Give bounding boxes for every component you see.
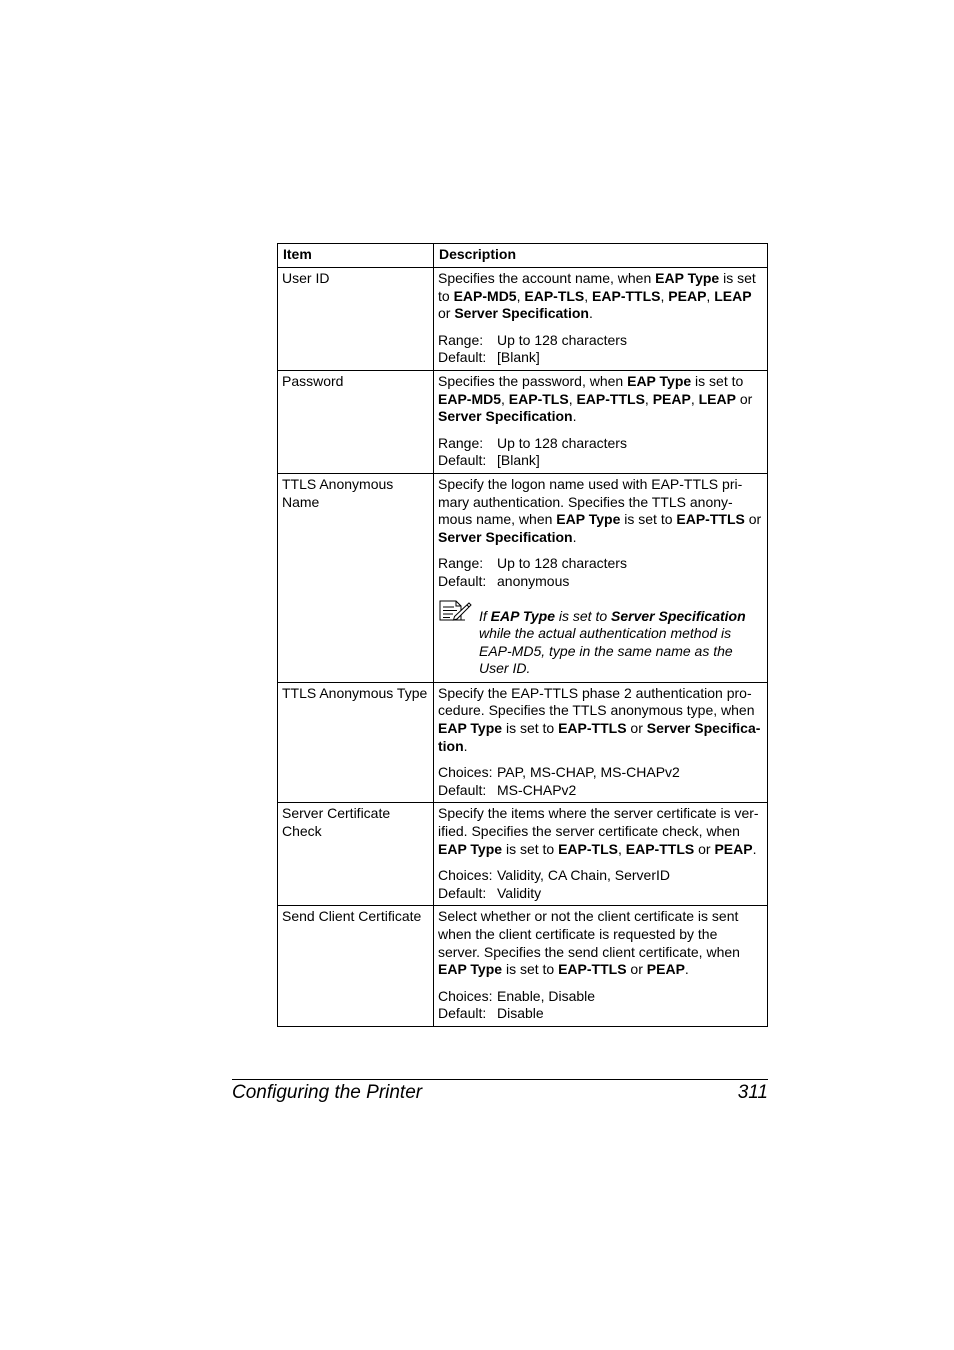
description-cell bbox=[434, 682, 768, 803]
text-run: , bbox=[617, 840, 626, 857]
default-label: Default: bbox=[438, 349, 487, 366]
text-run: or bbox=[744, 511, 762, 528]
text-run: If bbox=[479, 607, 491, 624]
bold-term: Server Specification bbox=[611, 607, 746, 624]
description-text bbox=[438, 805, 763, 858]
text-run: while the actual authentication method is EAP-MD5, type in the same name as the User ID. bbox=[479, 625, 733, 677]
table-row bbox=[278, 682, 768, 803]
text-run: Specify the EAP-TTLS phase 2 authentication pro-cedure. Specifies the TTLS anonymous type, when bbox=[438, 684, 755, 719]
column-header-item: Item bbox=[278, 244, 434, 268]
default-label: Default: bbox=[438, 452, 487, 469]
bold-term: PEAP bbox=[668, 287, 707, 304]
bold-term: Server Specification bbox=[454, 305, 589, 322]
description-text bbox=[438, 908, 763, 978]
text-run: or bbox=[626, 961, 647, 978]
bold-term: EAP Type bbox=[438, 961, 503, 978]
note-text bbox=[479, 600, 763, 678]
note-block bbox=[438, 600, 763, 678]
text-run: Specify the items where the server certificate is ver-ified. Specifies the server certificate check, when bbox=[438, 805, 759, 840]
description-text bbox=[438, 476, 763, 546]
text-run: . bbox=[588, 305, 593, 322]
bold-term: EAP-TTLS bbox=[592, 287, 661, 304]
choices-value: Enable, Disable bbox=[497, 987, 596, 1004]
default-label: Default: bbox=[438, 781, 487, 798]
default-value: [Blank] bbox=[497, 452, 540, 469]
bold-term: EAP Type bbox=[556, 511, 621, 528]
default-value: Disable bbox=[497, 1005, 544, 1022]
footer-title: Configuring the Printer bbox=[232, 1082, 423, 1103]
bold-term: EAP Type bbox=[490, 607, 555, 624]
text-run: . bbox=[752, 840, 757, 857]
text-run: , bbox=[690, 390, 699, 407]
text-run: is set to bbox=[554, 607, 612, 624]
default bbox=[438, 1005, 763, 1023]
text-run: , bbox=[644, 390, 653, 407]
description-text bbox=[438, 373, 763, 426]
choices bbox=[438, 988, 763, 1006]
range-label: Range: bbox=[438, 555, 484, 572]
text-run: Select whether or not the client certificate is sent when the client certificate is requested by the server. Specifies the send client certificate, when bbox=[438, 908, 740, 960]
bold-term: EAP-TLS bbox=[508, 390, 569, 407]
text-run: Specify the logon name used with EAP-TTLS pri-mary authentication. Specifies the TTLS anony-mous name, when bbox=[438, 475, 743, 528]
text-run: , bbox=[660, 287, 669, 304]
choices-value: PAP, MS-CHAP, MS-CHAPv2 bbox=[497, 764, 680, 781]
item-cell: User ID bbox=[278, 268, 434, 371]
choices-label: Choices: bbox=[438, 867, 493, 884]
note-pencil-icon bbox=[438, 600, 479, 678]
bold-term: EAP Type bbox=[627, 372, 692, 389]
table-row bbox=[278, 268, 768, 371]
default-label: Default: bbox=[438, 1005, 487, 1022]
default bbox=[438, 573, 763, 591]
text-run: . bbox=[684, 961, 689, 978]
text-run: , bbox=[706, 287, 715, 304]
bold-term: EAP Type bbox=[655, 270, 720, 286]
item-cell: Send Client Certificate bbox=[278, 906, 434, 1027]
bold-term: EAP-TTLS bbox=[625, 840, 695, 857]
default bbox=[438, 782, 763, 800]
default bbox=[438, 452, 763, 470]
text-run: , bbox=[501, 390, 509, 407]
bold-term: EAP-MD5 bbox=[453, 287, 517, 304]
bold-term: Server Specification bbox=[438, 408, 573, 425]
default-label: Default: bbox=[438, 572, 487, 589]
range-value: Up to 128 characters bbox=[497, 331, 627, 348]
text-run: is set to bbox=[502, 720, 559, 737]
bold-term: EAP-TTLS bbox=[558, 720, 627, 737]
description-cell bbox=[434, 268, 768, 371]
text-run: or bbox=[438, 305, 455, 322]
range bbox=[438, 555, 763, 573]
bold-term: LEAP bbox=[714, 287, 752, 304]
default-label: Default: bbox=[438, 884, 487, 901]
text-run: . bbox=[572, 528, 577, 545]
spec-block bbox=[438, 764, 763, 799]
text-run: Specifies the password, when bbox=[438, 372, 628, 389]
choices-value: Validity, CA Chain, ServerID bbox=[497, 867, 670, 884]
bold-term: EAP-TTLS bbox=[576, 390, 645, 407]
table-row bbox=[278, 473, 768, 682]
bold-term: EAP Type bbox=[438, 840, 503, 857]
text-run: . bbox=[463, 737, 468, 754]
item-cell: Password bbox=[278, 370, 434, 473]
bold-term: PEAP bbox=[652, 390, 691, 407]
bold-term: Server Specifica-tion bbox=[438, 720, 761, 754]
bold-term: EAP Type bbox=[438, 720, 503, 737]
range-label: Range: bbox=[438, 331, 484, 348]
range bbox=[438, 435, 763, 453]
text-run: , bbox=[568, 390, 577, 407]
table-header-row bbox=[278, 244, 768, 268]
range-label: Range: bbox=[438, 434, 484, 451]
bold-term: EAP-MD5 bbox=[438, 390, 502, 407]
text-run: or bbox=[735, 390, 753, 407]
column-header-description: Description bbox=[434, 244, 768, 268]
text-run: Specifies the account name, when bbox=[438, 270, 656, 286]
spec-block bbox=[438, 988, 763, 1023]
spec-block bbox=[438, 555, 763, 590]
text-run: . bbox=[572, 408, 577, 425]
description-cell bbox=[434, 370, 768, 473]
spec-block bbox=[438, 867, 763, 902]
text-run: , bbox=[516, 287, 525, 304]
default-value: anonymous bbox=[497, 572, 570, 589]
range-value: Up to 128 characters bbox=[497, 555, 627, 572]
description-cell bbox=[434, 473, 768, 682]
text-run: , bbox=[584, 287, 593, 304]
default bbox=[438, 885, 763, 903]
default-value: [Blank] bbox=[497, 349, 540, 366]
default-value: MS-CHAPv2 bbox=[497, 781, 577, 798]
spec-block bbox=[438, 332, 763, 367]
choices bbox=[438, 867, 763, 885]
description-text bbox=[438, 270, 763, 323]
choices bbox=[438, 764, 763, 782]
footer-rule bbox=[232, 1079, 768, 1080]
table-row bbox=[278, 803, 768, 906]
text-run: or bbox=[626, 720, 647, 737]
bold-term: EAP-TLS bbox=[524, 287, 585, 304]
text-run: or bbox=[694, 840, 715, 857]
text-run: is set to bbox=[691, 372, 744, 389]
table-row bbox=[278, 370, 768, 473]
choices-label: Choices: bbox=[438, 987, 493, 1004]
item-cell: TTLS Anonymous Type bbox=[278, 682, 434, 803]
text-run: is set to bbox=[502, 961, 559, 978]
description-text bbox=[438, 685, 763, 755]
page-number: 311 bbox=[737, 1082, 768, 1103]
default-value: Validity bbox=[497, 884, 542, 901]
range bbox=[438, 332, 763, 350]
text-run: is set to bbox=[620, 511, 677, 528]
bold-term: PEAP bbox=[646, 961, 685, 978]
bold-term: LEAP bbox=[698, 390, 736, 407]
table-row bbox=[278, 906, 768, 1027]
bold-term: Server Specification bbox=[438, 528, 573, 545]
text-run: is set to bbox=[438, 270, 756, 304]
choices-label: Choices: bbox=[438, 764, 493, 781]
bold-term: EAP-TLS bbox=[558, 840, 618, 857]
default bbox=[438, 349, 763, 367]
bold-term: EAP-TTLS bbox=[558, 961, 627, 978]
bold-term: EAP-TTLS bbox=[676, 511, 745, 528]
text-run: is set to bbox=[502, 840, 559, 857]
description-cell bbox=[434, 803, 768, 906]
description-cell bbox=[434, 906, 768, 1027]
bold-term: PEAP bbox=[714, 840, 753, 857]
spec-block bbox=[438, 435, 763, 470]
item-cell: Server Certificate Check bbox=[278, 803, 434, 906]
item-cell: TTLS Anonymous Name bbox=[278, 473, 434, 682]
settings-table bbox=[277, 243, 768, 1027]
range-value: Up to 128 characters bbox=[497, 434, 627, 451]
